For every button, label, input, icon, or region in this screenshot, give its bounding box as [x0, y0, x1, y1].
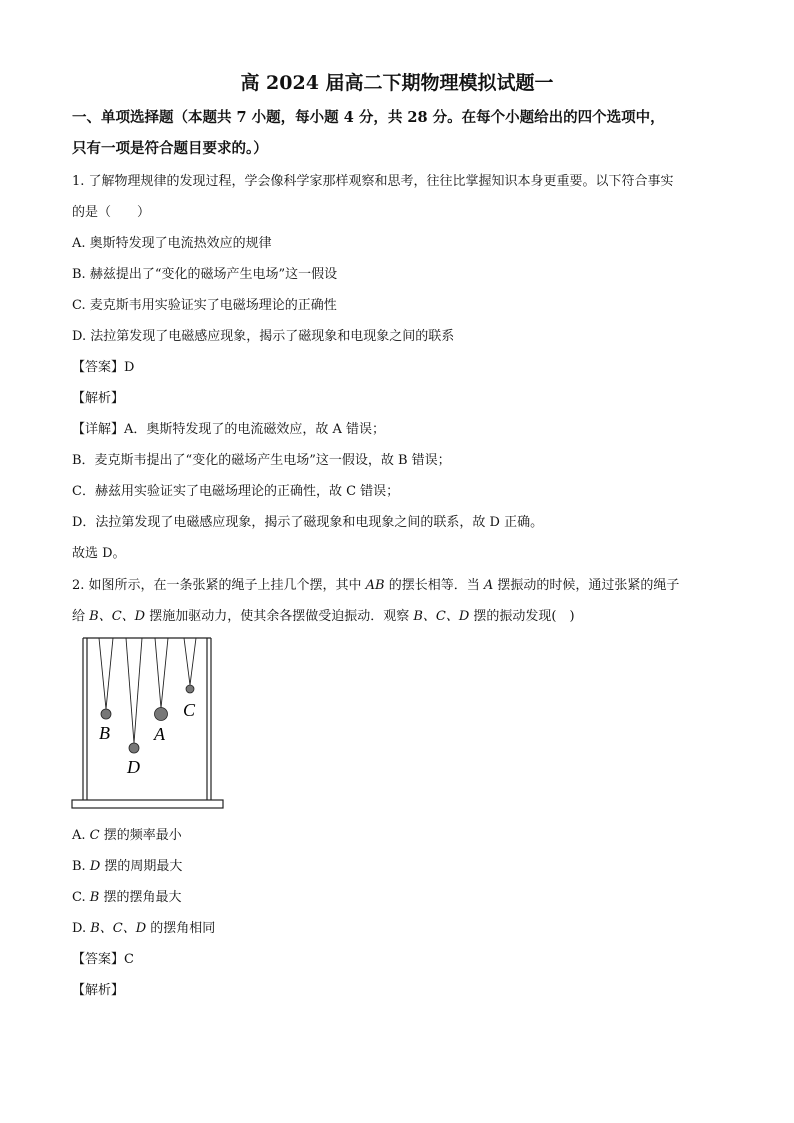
q2-stem-text: 摆振动的时候，通过张紧的绳子: [493, 578, 680, 593]
pendulum-string-c: [190, 638, 196, 685]
frame-base: [72, 800, 223, 808]
section-heading-line-1: 一、单项选择题（本题共 7 小题，每小题 4 分，共 28 分。在每个小题给出的四个选项中，: [72, 109, 665, 126]
pendulum-string-a: [155, 638, 161, 708]
q2-analysis-tag: 【解析】: [72, 983, 125, 998]
q1-option-c: C. 麦克斯韦用实验证实了电磁场理论的正确性: [72, 298, 337, 313]
pendulum-bob-b: [101, 709, 111, 719]
q2-stem-text: 的摆长相等．当: [384, 578, 484, 593]
option-text: 摆的频率最小: [99, 828, 182, 843]
q2-option-a: [72, 826, 182, 846]
q1-detail-line-1: [72, 420, 385, 440]
option-letter: C.: [72, 890, 86, 905]
q2-stem-var: AB: [365, 578, 385, 593]
option-var: B、C、D: [90, 921, 147, 936]
option-text: 摆的周期最大: [100, 859, 183, 874]
pendulum-string-a: [161, 638, 168, 708]
pendulum-string-d: [134, 638, 142, 743]
label-c: C: [183, 700, 196, 720]
q2-option-b: [72, 857, 182, 877]
pendulum-bob-a: [155, 708, 168, 721]
pendulum-string-b: [106, 638, 113, 709]
q2-stem-var: A: [483, 578, 494, 593]
option-letter: B.: [72, 859, 86, 874]
q2-stem-text: 2. 如图所示，在一条张紧的绳子上挂几个摆，其中: [72, 578, 366, 593]
answer-tag: 【答案】: [72, 360, 125, 375]
option-text: 的摆角相同: [146, 921, 216, 936]
option-var: D: [89, 859, 101, 874]
q1-option-d: D. 法拉第发现了电磁感应现象，揭示了磁现象和电现象之间的联系: [72, 329, 455, 344]
q1-answer: [72, 358, 134, 378]
section-heading-line-2: 只有一项是符合题目要求的。）: [72, 140, 268, 157]
q2-stem-text: 摆的振动发现( ): [469, 609, 575, 624]
q1-option-b: B. 赫兹提出了“变化的磁场产生电场”这一假设: [72, 267, 338, 282]
q1-option-a: A. 奥斯特发现了电流热效应的规律: [72, 236, 272, 251]
pendulum-string-b: [99, 638, 106, 709]
q1-analysis-tag: 【解析】: [72, 391, 125, 406]
detail-text: A．奥斯特发现了的电流磁效应，故 A 错误；: [124, 422, 386, 437]
q2-stem-var: B、C、D: [89, 609, 146, 624]
pendulum-bob-d: [129, 743, 139, 753]
q1-stem-line-1: 1. 了解物理规律的发现过程，学会像科学家那样观察和思考，往往比掌握知识本身更重要。以下符合事实: [72, 174, 674, 189]
q2-stem-text: 给: [72, 609, 90, 624]
label-a: A: [154, 724, 165, 744]
q1-detail-line-2: B．麦克斯韦提出了“变化的磁场产生电场”这一假设，故 B 错误；: [72, 453, 451, 468]
pendulum-string-c: [184, 638, 190, 685]
option-var: C: [89, 828, 100, 843]
answer-value: D: [124, 360, 135, 375]
answer-tag: 【答案】: [72, 952, 125, 967]
q2-option-d: [72, 919, 215, 939]
q2-answer: [72, 950, 134, 970]
option-var: B: [89, 890, 100, 905]
option-text: 摆的摆角最大: [99, 890, 182, 905]
label-b: B: [99, 723, 110, 743]
page-title: 高 2024 届高二下期物理模拟试题一: [240, 72, 554, 94]
q2-stem-var: B、C、D: [413, 609, 470, 624]
option-letter: A.: [72, 828, 86, 843]
detail-tag: 【详解】: [72, 422, 125, 437]
q2-stem-line-1: [72, 576, 679, 596]
pendulum-string-d: [126, 638, 134, 743]
option-letter: D.: [72, 921, 87, 936]
pendulum-diagram: [68, 632, 230, 816]
q1-conclusion: 故选 D。: [72, 546, 126, 561]
label-d: D: [127, 757, 140, 777]
pendulum-bob-c: [186, 685, 194, 693]
q1-stem-line-2: 的是（ ）: [72, 205, 151, 220]
q2-stem-line-2: [72, 607, 575, 627]
answer-value: C: [124, 952, 134, 967]
q1-detail-line-4: D．法拉第发现了电磁感应现象，揭示了磁现象和电现象之间的联系，故 D 正确。: [72, 515, 544, 530]
q1-detail-line-3: C．赫兹用实验证实了电磁场理论的正确性，故 C 错误；: [72, 484, 400, 499]
q2-stem-text: 摆施加驱动力，使其余各摆做受迫振动．观察: [145, 609, 414, 624]
q2-option-c: [72, 888, 181, 908]
